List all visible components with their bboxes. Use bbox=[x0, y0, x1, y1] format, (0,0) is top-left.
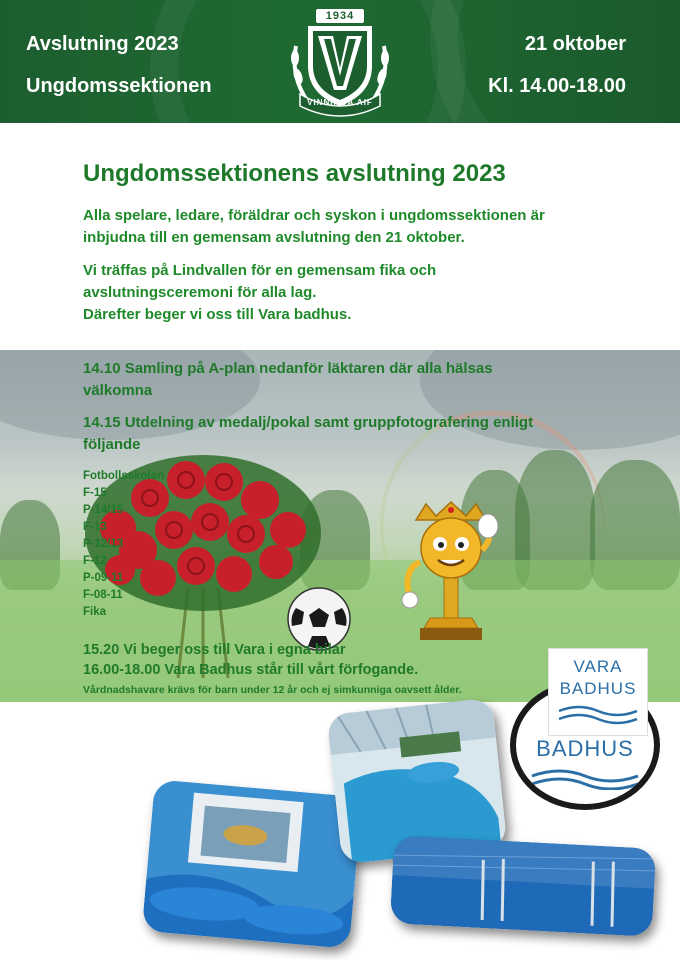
schedule-line: 14.15 Utdelning av medalj/pokal samt gruppfotografering enligt bbox=[83, 414, 534, 431]
schedule-line: följande bbox=[83, 436, 141, 453]
schedule-line: välkomna bbox=[83, 382, 153, 399]
vara-badhus-logo-small bbox=[548, 648, 648, 736]
wave-icon bbox=[557, 703, 639, 725]
event-name: Avslutning 2023 bbox=[26, 33, 179, 55]
meeting-line: Därefter beger vi oss till Vara badhus. bbox=[83, 306, 352, 323]
team-list-item: F-15 bbox=[83, 487, 107, 499]
club-logo bbox=[286, 6, 394, 118]
team-list bbox=[83, 468, 164, 621]
trophy-mascot-icon bbox=[396, 500, 506, 650]
section-name: Ungdomssektionen bbox=[26, 75, 212, 97]
meeting-paragraph bbox=[83, 260, 593, 326]
team-list-item: F-12 bbox=[83, 555, 107, 567]
header-banner bbox=[0, 0, 680, 123]
wave-icon bbox=[530, 766, 640, 790]
schedule-item-gathering bbox=[83, 358, 493, 402]
team-list-item: F-08-11 bbox=[83, 589, 123, 601]
logo-year: 1934 bbox=[325, 10, 355, 22]
meeting-line: avslutningsceremoni för alla lag. bbox=[83, 284, 317, 301]
team-list-item: P-09-11 bbox=[83, 572, 124, 584]
schedule-item-travel: 15.20 Vi beger oss till Vara i egna bilar bbox=[83, 642, 346, 658]
header-decoration bbox=[430, 0, 680, 123]
page-title: Ungdomssektionens avslutning 2023 bbox=[83, 160, 506, 187]
event-date: 21 oktober bbox=[524, 33, 626, 55]
schedule-item-ceremony bbox=[83, 412, 533, 456]
team-list-item: F-13 bbox=[83, 521, 107, 533]
schedule-line: 14.10 Samling på A-plan nedanför läktaren där alla hälsas bbox=[83, 360, 493, 377]
pool-lanes-photo bbox=[390, 835, 656, 937]
intro-line: inbjudna till en gemensam avslutning den 21 oktober. bbox=[83, 229, 465, 246]
badhus-logo-line1: VARA bbox=[573, 657, 623, 676]
guardian-note: Vårdnadshavare krävs för barn under 12 år och ej simkunniga oavsett ålder. bbox=[83, 684, 462, 696]
schedule-item-swimming: 16.00-18.00 Vara Badhus står till vårt förfogande. bbox=[83, 662, 419, 678]
event-time: Kl. 14.00-18.00 bbox=[488, 75, 626, 97]
team-list-item: P-14/15 bbox=[83, 504, 124, 516]
team-list-item: Fotbollsskolan bbox=[83, 470, 165, 482]
badhus-logo-line2: BADHUS bbox=[536, 736, 634, 761]
team-list-item: Fika bbox=[83, 606, 107, 618]
badhus-logo-line2: BADHUS bbox=[559, 679, 637, 698]
team-list-item: P-12/13 bbox=[83, 538, 124, 550]
pool-slide-photo bbox=[142, 779, 362, 949]
intro-line: Alla spelare, ledare, föräldrar och syskon i ungdomssektionen är bbox=[83, 207, 545, 224]
logo-club-name: VINNINGA AIF bbox=[307, 98, 373, 107]
meeting-line: Vi träffas på Lindvallen för en gemensam fika och bbox=[83, 262, 437, 279]
intro-paragraph bbox=[83, 205, 593, 249]
